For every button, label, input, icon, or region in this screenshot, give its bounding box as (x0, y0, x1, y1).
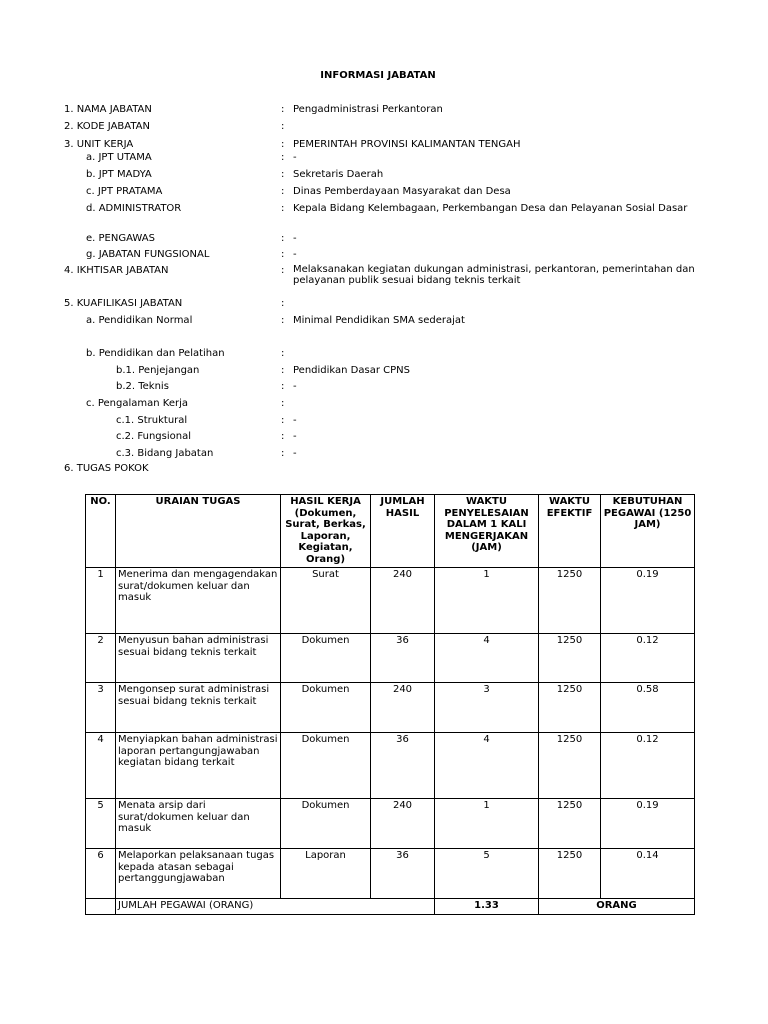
section-tugas-pokok-label: 6. TUGAS POKOK (64, 463, 149, 474)
field-row (0, 120, 768, 134)
cell-efektif: 1250 (539, 634, 601, 683)
cell-waktu: 5 (435, 849, 539, 899)
field-separator: : (281, 152, 285, 163)
field-value: Pengadministrasi Perkantoran (293, 104, 443, 115)
table-row (86, 733, 695, 799)
field-row (0, 364, 768, 378)
cell-efektif: 1250 (539, 799, 601, 849)
field-label: 2. KODE JABATAN (64, 121, 150, 132)
field-separator: : (281, 365, 285, 376)
field-separator: : (281, 169, 285, 180)
field-row (0, 347, 768, 361)
field-label: 3. UNIT KERJA (64, 139, 134, 150)
field-label: a. JPT UTAMA (86, 152, 152, 163)
field-row (0, 138, 768, 152)
header-kebutuhan: KEBUTUHAN PEGAWAI (1250 JAM) (601, 495, 695, 568)
field-separator: : (281, 398, 285, 409)
field-value: Kepala Bidang Kelembagaan, Perkembangan Desa dan Pelayanan Sosial Dasar (293, 203, 688, 214)
cell-hasil: Dokumen (281, 634, 371, 683)
cell-jumlah: 36 (371, 634, 435, 683)
field-label: b.1. Penjejangan (116, 365, 200, 376)
field-value: - (293, 233, 297, 244)
field-label: d. ADMINISTRATOR (86, 203, 182, 214)
cell-hasil: Laporan (281, 849, 371, 899)
field-label: 4. IKHTISAR JABATAN (64, 265, 169, 276)
field-row (0, 103, 768, 117)
table-row (86, 799, 695, 849)
field-label: b. Pendidikan dan Pelatihan (86, 348, 225, 359)
field-row (0, 264, 768, 286)
field-row (0, 168, 768, 182)
field-value: - (293, 431, 297, 442)
header-jumlah: JUMLAH HASIL (371, 495, 435, 568)
field-label: b.2. Teknis (116, 381, 169, 392)
task-table-body (86, 568, 695, 899)
field-row (0, 248, 768, 262)
field-row (0, 430, 768, 444)
cell-no: 5 (86, 799, 116, 849)
cell-waktu: 3 (435, 683, 539, 733)
cell-kebutuhan: 0.14 (601, 849, 695, 899)
field-row (0, 414, 768, 428)
field-label: 1. NAMA JABATAN (64, 104, 152, 115)
field-label: g. JABATAN FUNGSIONAL (86, 249, 210, 260)
field-separator: : (281, 265, 285, 276)
cell-no: 4 (86, 733, 116, 799)
cell-no: 3 (86, 683, 116, 733)
field-row (0, 232, 768, 246)
header-hasil: HASIL KERJA (Dokumen, Surat, Berkas, Laporan, Kegiatan, Orang) (281, 495, 371, 568)
field-label: e. PENGAWAS (86, 233, 155, 244)
field-row (0, 397, 768, 411)
cell-kebutuhan: 0.12 (601, 634, 695, 683)
document-title: INFORMASI JABATAN (320, 70, 436, 81)
field-label: 5. KUAFILIKASI JABATAN (64, 298, 183, 309)
field-row (0, 314, 768, 328)
cell-efektif: 1250 (539, 849, 601, 899)
field-row (0, 202, 768, 216)
field-row (0, 297, 768, 311)
cell-hasil: Surat (281, 568, 371, 634)
cell-waktu: 4 (435, 733, 539, 799)
table-row (86, 849, 695, 899)
cell-efektif: 1250 (539, 733, 601, 799)
field-value: - (293, 381, 297, 392)
field-row (0, 151, 768, 165)
field-value: - (293, 249, 297, 260)
cell-uraian: Menerima dan mengagendakan surat/dokumen keluar dan masuk (116, 568, 281, 634)
cell-kebutuhan: 0.19 (601, 568, 695, 634)
section-tugas-pokok (0, 462, 768, 476)
field-separator: : (281, 415, 285, 426)
field-value: Melaksanakan kegiatan dukungan administrasi, perkantoran, pemerintahan dan pelayanan publik sesuai bidang teknis terkait (293, 264, 695, 286)
header-waktu: WAKTU PENYELESAIAN DALAM 1 KALI MENGERJAKAN (JAM) (435, 495, 539, 568)
cell-efektif: 1250 (539, 568, 601, 634)
field-separator: : (281, 431, 285, 442)
field-separator: : (281, 121, 285, 132)
field-row (0, 447, 768, 461)
cell-jumlah: 240 (371, 799, 435, 849)
cell-jumlah: 36 (371, 733, 435, 799)
field-value: Dinas Pemberdayaan Masyarakat dan Desa (293, 186, 511, 197)
field-separator: : (281, 233, 285, 244)
cell-uraian: Menyiapkan bahan administrasi laporan pertangungjawaban kegiatan bidang terkait (116, 733, 281, 799)
field-separator: : (281, 381, 285, 392)
cell-no: 2 (86, 634, 116, 683)
cell-uraian: Mengonsep surat administrasi sesuai bidang teknis terkait (116, 683, 281, 733)
field-separator: : (281, 448, 285, 459)
field-separator: : (281, 104, 285, 115)
field-separator: : (281, 139, 285, 150)
field-label: c.2. Fungsional (116, 431, 191, 442)
cell-hasil: Dokumen (281, 733, 371, 799)
cell-uraian: Menyusun bahan administrasi sesuai bidang teknis terkait (116, 634, 281, 683)
field-value: - (293, 448, 297, 459)
cell-hasil: Dokumen (281, 799, 371, 849)
cell-no: 6 (86, 849, 116, 899)
cell-waktu: 1 (435, 568, 539, 634)
total-spacer (86, 899, 116, 915)
field-separator: : (281, 298, 285, 309)
field-separator: : (281, 348, 285, 359)
field-label: b. JPT MADYA (86, 169, 152, 180)
field-label: c. JPT PRATAMA (86, 186, 163, 197)
cell-waktu: 1 (435, 799, 539, 849)
cell-jumlah: 36 (371, 849, 435, 899)
field-value: - (293, 415, 297, 426)
cell-uraian: Melaporkan pelaksanaan tugas kepada atasan sebagai pertanggungjawaban (116, 849, 281, 899)
field-separator: : (281, 249, 285, 260)
field-value: Sekretaris Daerah (293, 169, 384, 180)
field-label: c.1. Struktural (116, 415, 188, 426)
task-table (85, 494, 695, 915)
field-row (0, 380, 768, 394)
cell-hasil: Dokumen (281, 683, 371, 733)
cell-kebutuhan: 0.19 (601, 799, 695, 849)
cell-no: 1 (86, 568, 116, 634)
table-row (86, 683, 695, 733)
cell-jumlah: 240 (371, 568, 435, 634)
total-label: JUMLAH PEGAWAI (ORANG) (116, 899, 435, 915)
field-separator: : (281, 315, 285, 326)
cell-efektif: 1250 (539, 683, 601, 733)
field-value: Pendidikan Dasar CPNS (293, 365, 410, 376)
cell-kebutuhan: 0.12 (601, 733, 695, 799)
field-row (0, 185, 768, 199)
field-separator: : (281, 186, 285, 197)
table-row (86, 634, 695, 683)
field-label: c.3. Bidang Jabatan (116, 448, 214, 459)
field-value: PEMERINTAH PROVINSI KALIMANTAN TENGAH (293, 139, 521, 150)
field-label: c. Pengalaman Kerja (86, 398, 189, 409)
cell-jumlah: 240 (371, 683, 435, 733)
header-uraian: URAIAN TUGAS (116, 495, 281, 568)
field-value: - (293, 152, 297, 163)
table-row (86, 568, 695, 634)
cell-kebutuhan: 0.58 (601, 683, 695, 733)
field-separator: : (281, 203, 285, 214)
header-efektif: WAKTU EFEKTIF (539, 495, 601, 568)
total-value: 1.33 (435, 899, 539, 915)
cell-uraian: Menata arsip dari surat/dokumen keluar dan masuk (116, 799, 281, 849)
field-label: a. Pendidikan Normal (86, 315, 193, 326)
header-no: NO. (86, 495, 116, 568)
total-row (86, 899, 695, 915)
field-value: Minimal Pendidikan SMA sederajat (293, 315, 465, 326)
table-header-row (86, 495, 695, 568)
cell-waktu: 4 (435, 634, 539, 683)
total-unit: ORANG (539, 899, 695, 915)
